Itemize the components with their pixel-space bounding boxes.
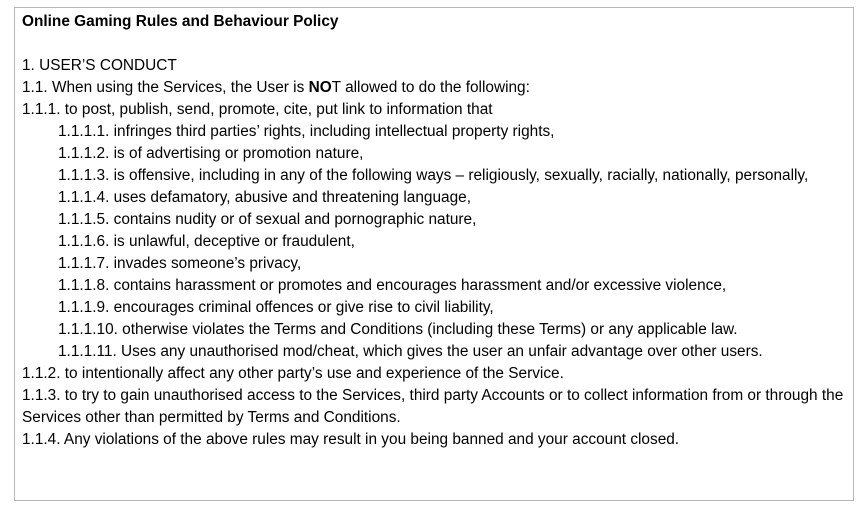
subitem-1-1-1-11: 1.1.1.11. Uses any unauthorised mod/cheat, which gives the user an unfair advantage over other users.: [58, 343, 763, 360]
intro-after: T allowed to do the following:: [331, 79, 530, 96]
document-body: [22, 11, 852, 451]
subitem-1-1-1-6: 1.1.1.6. is unlawful, deceptive or fraudulent,: [58, 233, 355, 250]
subitem-1-1-1-7: 1.1.1.7. invades someone’s privacy,: [58, 255, 302, 272]
section-heading: 1. USER’S CONDUCT: [22, 57, 177, 74]
subitem-1-1-1-1: 1.1.1.1. infringes third parties’ rights, including intellectual property rights,: [58, 123, 555, 140]
document-title: Online Gaming Rules and Behaviour Policy: [22, 13, 339, 30]
document-frame: [14, 7, 854, 501]
subitem-1-1-1-2: 1.1.1.2. is of advertising or promotion nature,: [58, 145, 364, 162]
subitem-1-1-1-4: 1.1.1.4. uses defamatory, abusive and threatening language,: [58, 189, 471, 206]
subitem-1-1-1-8: 1.1.1.8. contains harassment or promotes and encourages harassment and/or excessive violence,: [58, 277, 727, 294]
intro-before: 1.1. When using the Services, the User is: [22, 79, 309, 96]
item-1-1-4: 1.1.4. Any violations of the above rules may result in you being banned and your account closed.: [22, 431, 680, 448]
item-1-1-3: 1.1.3. to try to gain unauthorised access to the Services, third party Accounts or to collect information from or through the Services other than permitted by Terms and Conditions.: [22, 387, 844, 426]
item-1-1-1: 1.1.1. to post, publish, send, promote, cite, put link to information that: [22, 101, 493, 118]
intro-paragraph: [22, 77, 852, 99]
subitem-1-1-1-9: 1.1.1.9. encourages criminal offences or give rise to civil liability,: [58, 299, 494, 316]
blank-line: [22, 33, 852, 55]
subitem-1-1-1-3: 1.1.1.3. is offensive, including in any of the following ways – religiously, sexually, racially, nationally, personally,: [58, 167, 809, 184]
subitem-1-1-1-10: 1.1.1.10. otherwise violates the Terms and Conditions (including these Terms) or any applicable law.: [58, 321, 738, 338]
item-1-1-2: 1.1.2. to intentionally affect any other party’s use and experience of the Service.: [22, 365, 564, 382]
subitem-1-1-1-5: 1.1.1.5. contains nudity or of sexual and pornographic nature,: [58, 211, 477, 228]
intro-emphasis: NO: [308, 79, 332, 96]
